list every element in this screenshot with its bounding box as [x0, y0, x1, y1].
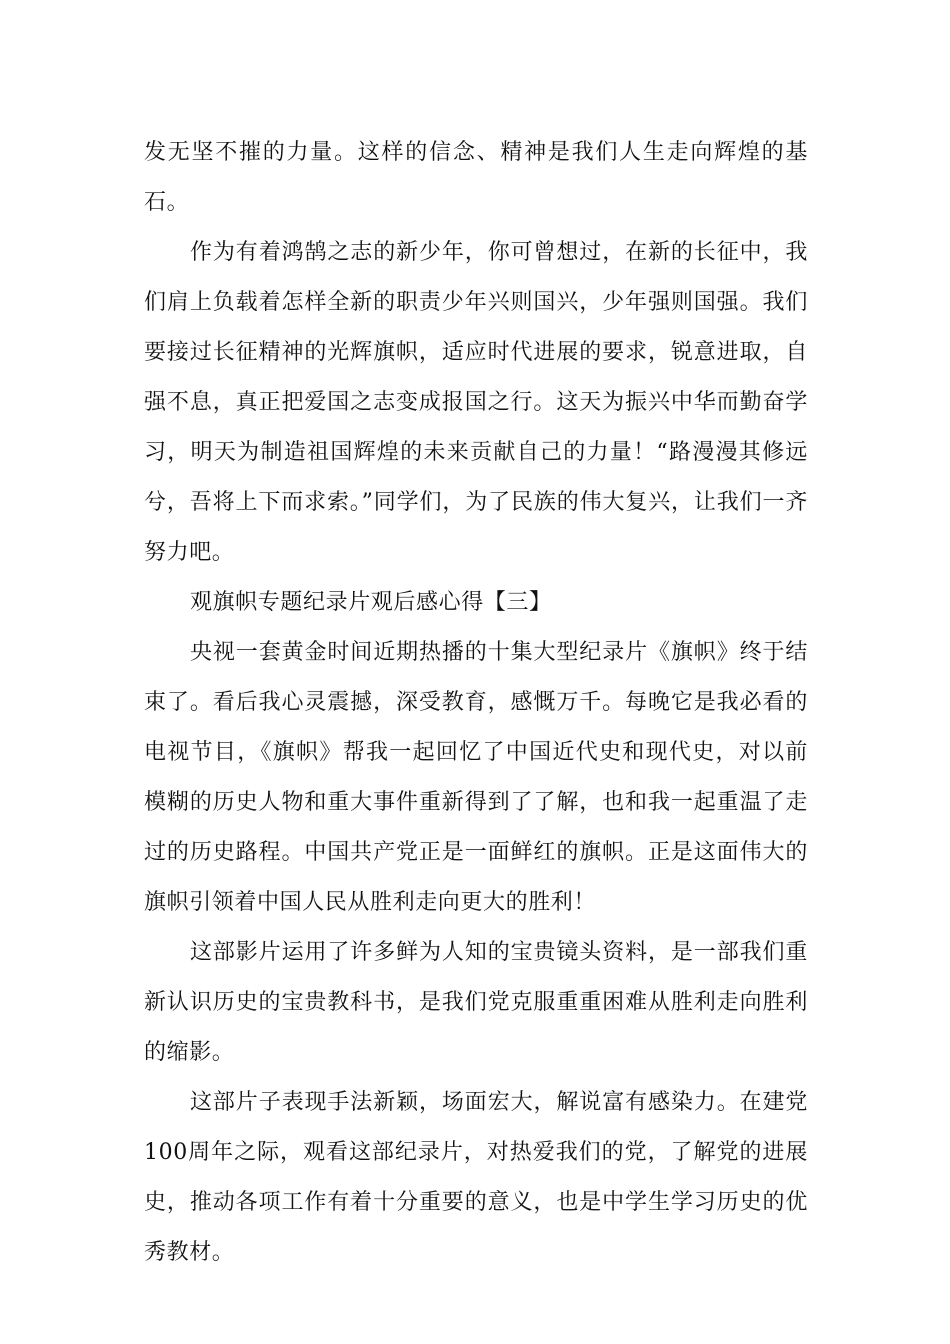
paragraph-documentary-significance: 这部片子表现手法新颖，场面宏大，解说富有感染力。在建党100周年之际，观看这部纪录片，对热爱我们的党，了解党的进展史，推动各项工作有着十分重要的意义，也是中学生学习历史的优秀教材。 — [144, 1090, 808, 1265]
paragraph-continued: 发无坚不摧的力量。这样的信念、精神是我们人生走向辉煌的基石。 — [144, 140, 808, 215]
paragraph-documentary-footage: 这部影片运用了许多鲜为人知的宝贵镜头资料，是一部我们重新认识历史的宝贵教科书，是我们党克服重重困难从胜利走向胜利的缩影。 — [144, 940, 808, 1065]
section-heading: 观旗帜专题纪录片观后感心得【三】 — [190, 590, 552, 615]
document-body — [144, 128, 808, 1278]
paragraph-documentary-intro: 央视一套黄金时间近期热播的十集大型纪录片《旗帜》终于结束了。看后我心灵震撼，深受教育，感慨万千。每晚它是我必看的电视节目，《旗帜》帮我一起回忆了中国近代史和现代史，对以前模糊的历史人物和重大事件重新得到了了解，也和我一起重温了走过的历史路程。中国共产党正是一面鲜红的旗帜。正是这面伟大的旗帜引领着中国人民从胜利走向更大的胜利！ — [144, 640, 808, 915]
paragraph-new-long-march: 作为有着鸿鹄之志的新少年，你可曾想过，在新的长征中，我们肩上负载着怎样全新的职责少年兴则国兴，少年强则国强。我们要接过长征精神的光辉旗帜，适应时代进展的要求，锐意进取，自强不息，真正把爱国之志变成报国之行。这天为振兴中华而勤奋学习，明天为制造祖国辉煌的未来贡献自己的力量！“路漫漫其修远兮，吾将上下而求索。”同学们，为了民族的伟大复兴，让我们一齐努力吧。 — [144, 240, 808, 565]
